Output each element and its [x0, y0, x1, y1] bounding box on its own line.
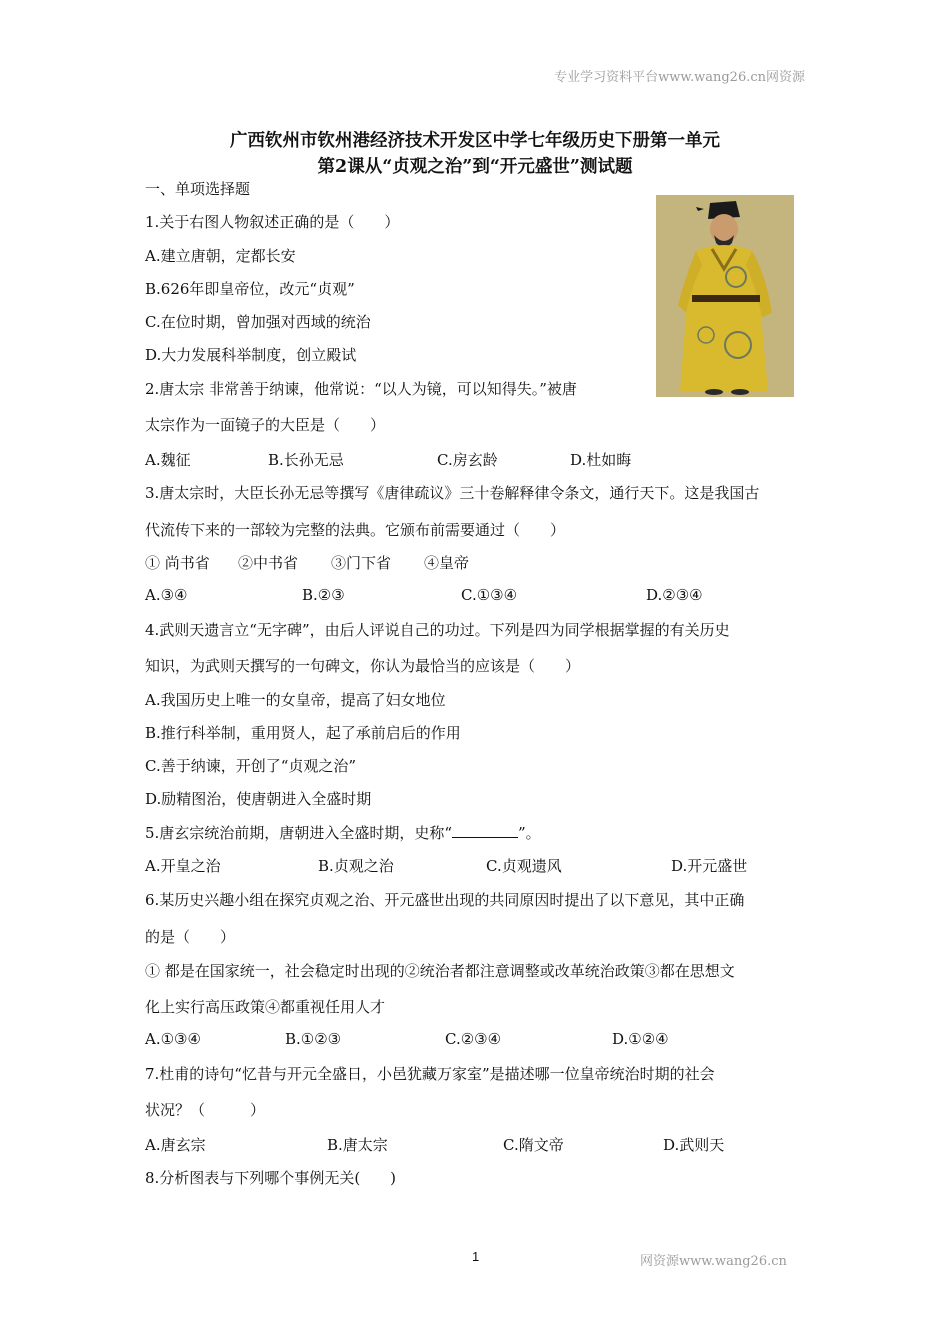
q4-option-c: C.善于纳谏，开创了“贞观之治”	[145, 757, 357, 775]
page-footer: 网资源www.wang26.cn	[640, 1254, 787, 1269]
q1-option-d: D.大力发展科举制度，创立殿试	[145, 346, 357, 364]
doc-title-line2: 第2课从“贞观之治”到“开元盛世”测试题	[317, 157, 633, 177]
q7-stem-line2: 状况？（ ）	[145, 1101, 266, 1119]
q7-option-c: C.隋文帝	[503, 1136, 564, 1154]
q5-option-c: C.贞观遗风	[486, 857, 562, 875]
q2-stem-line1: 2.唐太宗 非常善于纳谏，他常说：“以人为镜，可以知得失。”被唐	[145, 380, 577, 398]
q3-item-2: ②中书省	[238, 554, 299, 572]
q2-option-c: C.房玄龄	[437, 451, 498, 469]
q3-option-a: A.③④	[145, 586, 188, 604]
q7-stem-line1: 7.杜甫的诗句“忆昔与开元全盛日，小邑犹藏万家室”是描述哪一位皇帝统治时期的社会	[145, 1065, 715, 1083]
q3-option-d: D.②③④	[646, 586, 703, 604]
q4-option-a: A.我国历史上唯一的女皇帝，提高了妇女地位	[145, 691, 446, 709]
q4-option-d: D.励精图治，使唐朝进入全盛时期	[145, 790, 372, 808]
q3-stem-line1: 3.唐太宗时，大臣长孙无忌等撰写《唐律疏议》三十卷解释律令条文，通行天下。这是我国古	[145, 484, 760, 502]
q5-option-b: B.贞观之治	[318, 857, 394, 875]
q5-option-a: A.开皇之治	[145, 857, 221, 875]
q4-stem-line2: 知识，为武则天撰写的一句碑文，你认为最恰当的应该是（ ）	[145, 657, 581, 675]
q3-item-4: ④皇帝	[424, 554, 470, 572]
q2-option-a: A.魏征	[145, 451, 191, 469]
q3-option-b: B.②③	[302, 586, 345, 604]
q2-stem-line2: 太宗作为一面镜子的大臣是（ ）	[145, 416, 386, 434]
q6-stem-line2: 的是（ ）	[145, 928, 236, 946]
emperor-portrait-image	[656, 195, 794, 397]
q3-option-c: C.①③④	[461, 586, 518, 604]
q7-option-b: B.唐太宗	[327, 1136, 388, 1154]
q6-stem-line1: 6.某历史兴趣小组在探究贞观之治、开元盛世出现的共同原因时提出了以下意见，其中正确	[145, 891, 745, 909]
q1-option-a: A.建立唐朝，定都长安	[145, 247, 296, 265]
q5-option-d: D.开元盛世	[671, 857, 748, 875]
q2-option-d: D.杜如晦	[570, 451, 632, 469]
q1-option-b: B.626年即皇帝位，改元“贞观”	[145, 280, 355, 298]
q6-option-c: C.②③④	[445, 1030, 502, 1048]
q6-option-a: A.①③④	[145, 1030, 201, 1048]
q6-option-d: D.①②④	[612, 1030, 669, 1048]
q3-stem-line2: 代流传下来的一部较为完整的法典。它颁布前需要通过（ ）	[145, 521, 566, 539]
doc-title-line1: 广西钦州市钦州港经济技术开发区中学七年级历史下册第一单元	[230, 131, 720, 151]
q5-stem-part1: 5.唐玄宗统治前期，唐朝进入全盛时期，史称“	[145, 824, 452, 842]
section-heading: 一、单项选择题	[145, 180, 251, 198]
q3-item-1: ① 尚书省	[145, 554, 210, 572]
q5-stem-part2: ”。	[517, 824, 541, 842]
q5-answer-blank	[452, 825, 518, 838]
q1-option-c: C.在位时期，曾加强对西域的统治	[145, 313, 371, 331]
q7-option-a: A.唐玄宗	[145, 1136, 206, 1154]
q3-item-3: ③门下省	[331, 554, 392, 572]
q6-option-b: B.①②③	[285, 1030, 342, 1048]
q8-stem: 8.分析图表与下列哪个事例无关( )	[145, 1169, 397, 1187]
q6-stem-line4: 化上实行高压政策④都重视任用人才	[145, 998, 386, 1016]
q6-stem-line3: ① 都是在国家统一，社会稳定时出现的②统治者都注意调整或改革统治政策③都在思想文	[145, 962, 735, 980]
q2-option-b: B.长孙无忌	[268, 451, 344, 469]
q4-option-b: B.推行科举制，重用贤人，起了承前启后的作用	[145, 724, 461, 742]
page-number: 1	[472, 1249, 480, 1264]
q7-option-d: D.武则天	[663, 1136, 725, 1154]
q5-stem	[145, 822, 541, 843]
q4-stem-line1: 4.武则天遗言立“无字碑”，由后人评说自己的功过。下列是四为同学根据掌握的有关历史	[145, 621, 730, 639]
page-header: 专业学习资料平台www.wang26.cn网资源	[554, 70, 805, 85]
q1-stem: 1.关于右图人物叙述正确的是（ ）	[145, 213, 400, 231]
